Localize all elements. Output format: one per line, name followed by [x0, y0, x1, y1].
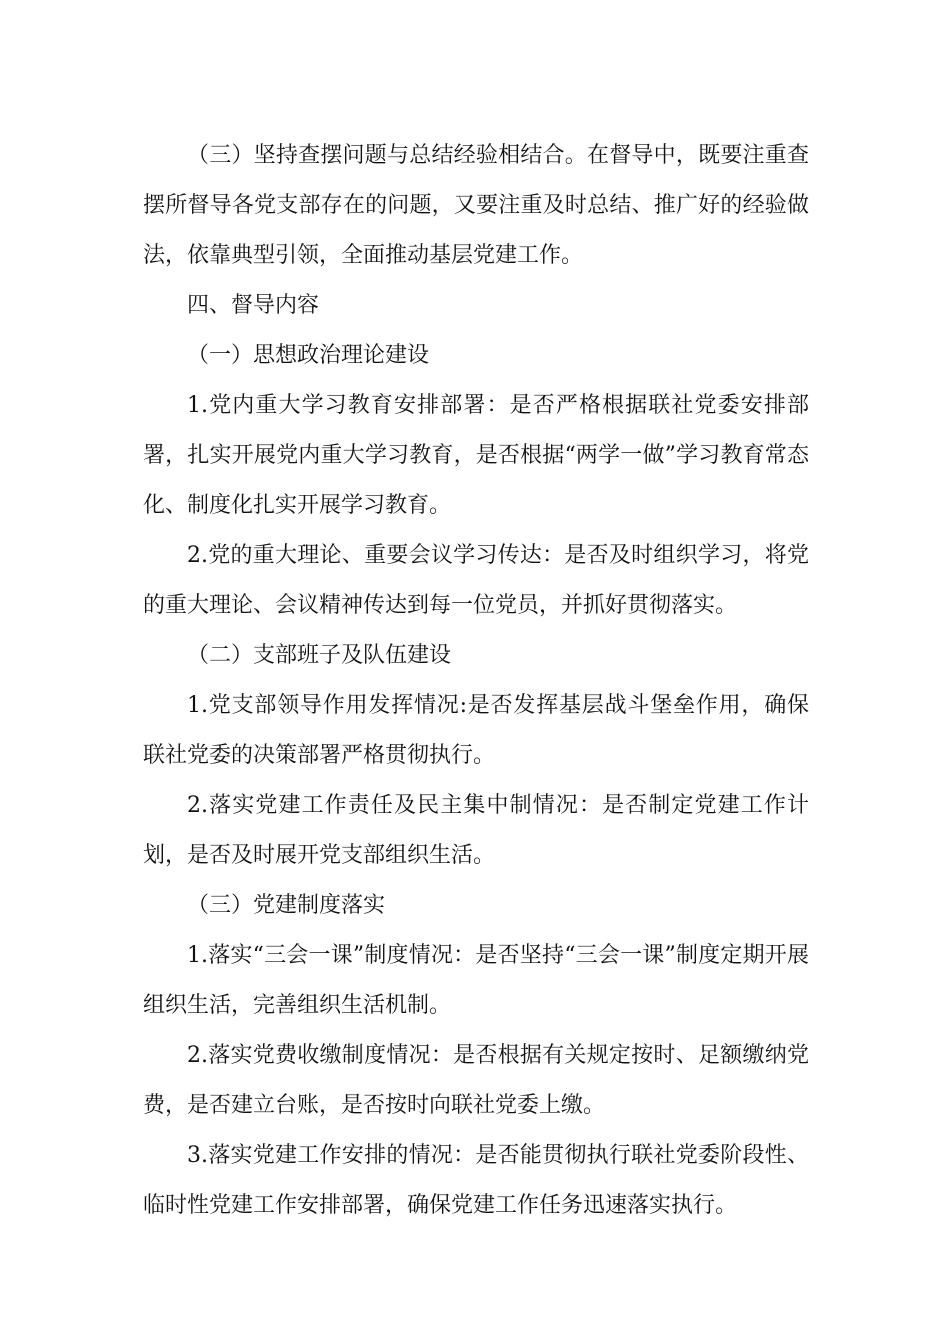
paragraph-item-2-2: 2.落实党建工作责任及民主集中制情况：是否制定党建工作计划，是否及时展开党支部组织生活。	[143, 793, 809, 868]
section-heading-4: 四、督导内容	[187, 293, 320, 318]
subsection-heading-3: （三）党建制度落实	[187, 893, 386, 918]
paragraph-principle-3: （三）坚持查摆问题与总结经验相结合。在督导中，既要注重查摆所督导各党支部存在的问题，又要注重及时总结、推广好的经验做法，依靠典型引领，全面推动基层党建工作。	[143, 143, 809, 268]
subsection-heading-1: （一）思想政治理论建设	[187, 343, 430, 368]
subsection-heading-2: （二）支部班子及队伍建设	[187, 643, 452, 668]
paragraph-item-3-1: 1.落实“三会一课”制度情况：是否坚持“三会一课”制度定期开展组织生活，完善组织生活机制。	[143, 943, 809, 1018]
paragraph-item-3-2: 2.落实党费收缴制度情况：是否根据有关规定按时、足额缴纳党费，是否建立台账，是否按时向联社党委上缴。	[143, 1043, 809, 1118]
document-body	[143, 131, 809, 1231]
paragraph-item-3-3: 3.落实党建工作安排的情况：是否能贯彻执行联社党委阶段性、临时性党建工作安排部署，确保党建工作任务迅速落实执行。	[143, 1143, 809, 1218]
paragraph-item-1-1: 1.党内重大学习教育安排部署：是否严格根据联社党委安排部署，扎实开展党内重大学习教育，是否根据“两学一做”学习教育常态化、制度化扎实开展学习教育。	[143, 393, 809, 518]
paragraph-item-1-2: 2.党的重大理论、重要会议学习传达：是否及时组织学习，将党的重大理论、会议精神传达到每一位党员，并抓好贯彻落实。	[143, 543, 809, 618]
paragraph-item-2-1: 1.党支部领导作用发挥情况:是否发挥基层战斗堡垒作用，确保联社党委的决策部署严格贯彻执行。	[143, 693, 809, 768]
